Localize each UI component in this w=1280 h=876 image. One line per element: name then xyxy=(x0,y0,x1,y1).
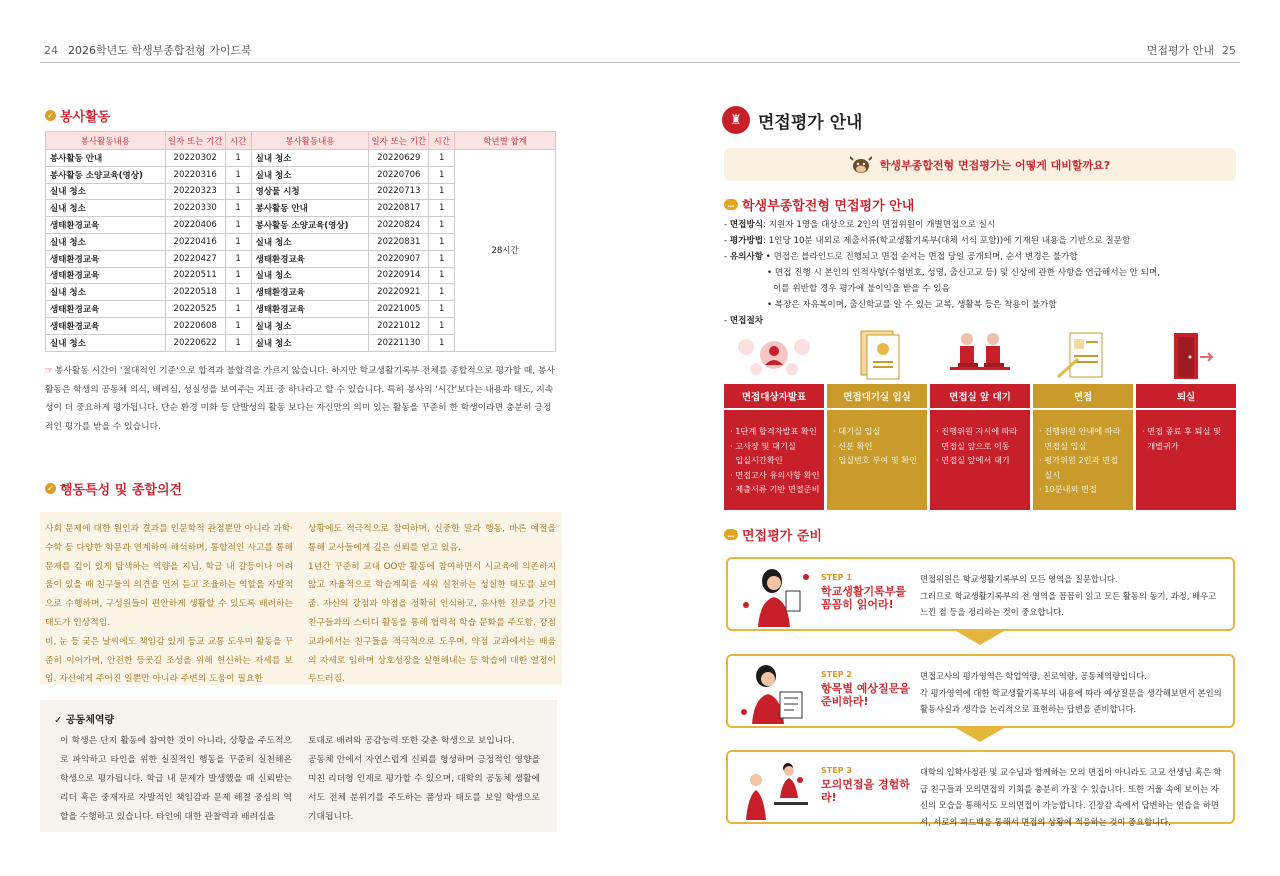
table-cell: 20220713 xyxy=(369,183,429,200)
table-cell: 생태환경교육 xyxy=(46,301,166,318)
table-cell: 1 xyxy=(429,317,455,334)
waiting-illustration xyxy=(930,328,1030,383)
table-cell: 1 xyxy=(225,150,251,167)
table-cell: 20220831 xyxy=(369,233,429,250)
step-arrow xyxy=(956,728,1004,742)
step-description: 대학의 입학사정관 및 교수님과 함께하는 모의 면접이 아니라도 고교 선생님 혹은 학급 친구들과 모의면접의 기회를 충분히 가질 수 있습니다. 또한 거울 속에 보이는 자신의 모습을 통해서도 모의면접이 가능합니다. 긴장감 속에서 답변하는 연습을 하면서, 서로의 피드백을 통해서 면접의 상황에 적응하는 것이 중요합니다. xyxy=(920,767,1222,827)
table-cell: 20220608 xyxy=(165,317,225,334)
behavior-left-text: 사회 문제에 대한 원인과 결과를 인문학적 관점뿐만 아니라 과학·수학 등 다양한 학문과 연계하여 해석하며, 통합적인 사고를 통해 문제를 깊이 있게 탐색하는 역량을 지님. 학급 내 갈등이나 어려움이 있을 때 친구들의 의견을 먼저 듣고 조율하는 역할을 자발적으로 수행하며, 구성원들이 편안하게 생활할 수 있도록 배려하는 태도가 인상적임. 비, 눈 등 궂은 날씨에도 책임감 있게 등교 교통 도우미 활동을 꾸준히 이어가며, 안전한 등굣길 조성을 위해 헌신하는 자세를 보임. 자신에게 주어진 일뿐만 아니라 주변의 도움이 필요한 xyxy=(45,524,293,685)
check-circle-icon: ✓ xyxy=(45,483,56,494)
table-cell: 봉사활동 안내 xyxy=(251,200,369,217)
table-cell: 20220629 xyxy=(369,150,429,167)
behavior-right-text: 상황에도 적극적으로 참여하며, 신중한 말과 행동, 바른 예절을 통해 교사들에게 깊은 신뢰를 얻고 있음. 1년간 꾸준히 교내 OO반 활동에 참여하면서 시교육에 의존하지 않고 자율적으로 학습계획을 세워 실천하는 성실한 태도를 보여줌. 자신의 강점과 약점을 정확히 인식하고, 유사한 진로를 가진 친구들과의 스터디 활동을 통해 협력적 학습 문화를 주도함. 강점 교과에서는 친구들을 적극적으로 도우며, 약점 교과에서는 배움의 자세로 임하며 상호성장을 실현해내는 등 학습에 대한 열정이 두드러짐. xyxy=(308,524,556,685)
table-cell: 실내 청소 xyxy=(251,166,369,183)
table-cell: 20220323 xyxy=(165,183,225,200)
table-cell: 20220907 xyxy=(369,250,429,267)
community-left-text: 이 학생은 단지 활동에 참여한 것이 아니라, 상황을 주도적으로 파악하고 타인을 위한 실질적인 행동을 꾸준히 실천해온 학생으로 평가됩니다. 학급 내 문제가 발생했을 때 신뢰받는 리더 혹은 중재자로 자발적인 책임감과 문제 해결 중심의 역할을 수행하고 있습니다. 타인에 대한 관찰력과 배려심을 xyxy=(60,736,292,822)
table-cell: 1 xyxy=(429,284,455,301)
procedure-step-title: 면접실 앞 대기 xyxy=(930,384,1030,408)
procedure-step-title: 면접대기실 입실 xyxy=(827,384,927,408)
right-section-title: 면접평가 안내 xyxy=(1146,44,1214,57)
step-title: 학교생활기록부를 꼼꼼히 읽어라! xyxy=(821,585,907,611)
header-divider xyxy=(40,62,1240,63)
prep-step-card xyxy=(726,750,1235,827)
step-number: STEP 1 xyxy=(821,573,852,582)
step-illustration xyxy=(736,565,814,627)
behavior-section-title: ✓ 행동특성 및 종합의견 xyxy=(45,479,182,498)
step-description: 면접위원은 학교생활기록부의 모든 영역을 질문합니다. 그러므로 학교생활기록부의 전 영역을 꼼꼼히 읽고 모든 활동의 동기, 과정, 배우고 느낀 점 등을 정리하는 것이 중요합니다. xyxy=(920,574,1217,617)
table-cell: 20220525 xyxy=(165,301,225,318)
table-cell: 실내 청소 xyxy=(251,267,369,284)
procedure-step-title: 면접 xyxy=(1033,384,1133,408)
table-cell: 1 xyxy=(225,334,251,351)
interview-title: ♜ 면접평가 안내 xyxy=(722,106,862,134)
table-cell: 1 xyxy=(429,183,455,200)
table-cell: 실내 청소 xyxy=(46,284,166,301)
table-cell: 1 xyxy=(225,233,251,250)
table-cell: 생태환경교육 xyxy=(46,267,166,284)
procedure-step-body: · 진행위원 지시에 따라 면접실 앞으로 이동 · 면접실 앞에서 대기 xyxy=(930,410,1030,510)
table-cell: 1 xyxy=(429,150,455,167)
speech-bubble-icon: … xyxy=(724,529,738,540)
table-cell: 1 xyxy=(225,200,251,217)
community-title: ✓ 공동체역량 xyxy=(54,715,115,726)
table-cell: 실내 청소 xyxy=(251,150,369,167)
volunteer-note: ☞ 봉사활동 시간이 '절대적인 기준'으로 합격과 불합격을 가르지 않습니다. 하지만 학교생활기록부 전체를 종합적으로 평가할 때, 봉사활동은 학생의 공동체 의식, 배려심, 성실성을 보여주는 지표 중 하나라고 할 수 있습니다. 특히 봉사의 '시간'보다는 내용과 태도, 지속성이 더 중요하게 평가됩니다. 단순 환경 미화 등 단발성의 활동 보다는 자신만의 의미 있는 활동을 꾸준히 한 학생이라면 충분히 긍정적인 평가를 받을 수 있습니다. xyxy=(45,366,555,432)
procedure-step-title: 퇴실 xyxy=(1136,384,1236,408)
step-number: STEP 2 xyxy=(821,670,852,679)
pointing-hand-icon: ☞ xyxy=(45,366,53,376)
table-cell: 20220316 xyxy=(165,166,225,183)
behavior-box xyxy=(40,512,562,685)
table-cell: 20220921 xyxy=(369,284,429,301)
step-arrow xyxy=(956,631,1004,645)
community-box xyxy=(40,700,557,832)
table-cell: 실내 청소 xyxy=(251,233,369,250)
interview-caution-4: • 복장은 자유복이며, 출신학교를 알 수 있는 교복, 생활복 등은 착용이 불가함 xyxy=(767,300,1057,310)
volunteer-table xyxy=(45,131,556,352)
guide-title: 2026학년도 학생부종합전형 가이드북 xyxy=(68,44,252,57)
interview-evaluation: - 평가방법: 1인당 10분 내외로 제출서류(학교생활기록부(대체 서식 포함))에 기재된 내용을 기반으로 질문함 xyxy=(724,236,1131,246)
table-cell: 1 xyxy=(225,183,251,200)
document-illustration xyxy=(827,328,927,383)
table-cell: 실내 청소 xyxy=(251,317,369,334)
interview-caution: - 유의사항 • 면접은 블라인드로 진행되고 면접 순서는 면접 당일 공개되며, 순서 변경은 불가함 xyxy=(724,252,1078,262)
cow-mascot-icon xyxy=(850,156,872,174)
table-cell: 1 xyxy=(225,217,251,234)
table-cell: 20220518 xyxy=(165,284,225,301)
table-cell: 생태환경교육 xyxy=(251,301,369,318)
table-cell: 생태환경교육 xyxy=(251,250,369,267)
page-header xyxy=(0,0,1280,64)
table-cell: 20220330 xyxy=(165,200,225,217)
interview-method: - 면접방식: 지원자 1명을 대상으로 2인의 면접위원이 개별면접으로 실시 xyxy=(724,220,996,230)
table-cell: 실내 청소 xyxy=(46,200,166,217)
table-cell: 1 xyxy=(429,301,455,318)
table-cell: 생태환경교육 xyxy=(46,250,166,267)
procedure-step-body: · 대기실 입실 · 신분 확인 · 입실번호 부여 및 확인 xyxy=(827,410,927,510)
table-cell: 20220824 xyxy=(369,217,429,234)
table-cell: 1 xyxy=(429,217,455,234)
table-cell: 1 xyxy=(429,334,455,351)
procedure-step-body: · 진행위원 안내에 따라 면접실 입실 · 평가위원 2인과 면접 실시 · 10분내외 면접 xyxy=(1033,410,1133,510)
table-cell: 실내 청소 xyxy=(46,334,166,351)
table-cell: 1 xyxy=(429,233,455,250)
step-number: STEP 3 xyxy=(821,766,852,775)
prep-step-card xyxy=(726,654,1235,728)
table-cell: 20221012 xyxy=(369,317,429,334)
table-cell: 20220511 xyxy=(165,267,225,284)
procedure-step-body: · 면접 종료 후 퇴실 및 개별귀가 xyxy=(1136,410,1236,510)
right-page-header xyxy=(1147,42,1236,58)
table-header-cell: 일자 또는 기간 xyxy=(369,132,429,150)
table-cell: 20220406 xyxy=(165,217,225,234)
prep-section-title: … 면접평가 준비 xyxy=(724,525,822,544)
table-cell: 20220622 xyxy=(165,334,225,351)
table-header-cell: 일자 또는 기간 xyxy=(165,132,225,150)
table-row xyxy=(46,150,556,167)
table-cell: 1 xyxy=(429,267,455,284)
interview-caution-3: 이를 위반할 경우 평가에 불이익을 받을 수 있음 xyxy=(773,284,950,294)
right-page-number: 25 xyxy=(1222,44,1236,57)
total-hours-cell: 28시간 xyxy=(455,150,556,352)
table-cell: 20220427 xyxy=(165,250,225,267)
table-header-cell: 학년별 합계 xyxy=(455,132,556,150)
exit-door-illustration xyxy=(1136,328,1236,383)
procedure-step-title: 면접대상자발표 xyxy=(724,384,824,408)
table-header-cell: 시간 xyxy=(225,132,251,150)
table-cell: 실내 청소 xyxy=(46,233,166,250)
table-cell: 20221130 xyxy=(369,334,429,351)
left-page-header xyxy=(44,42,252,58)
step-illustration xyxy=(736,662,814,724)
table-cell: 20220416 xyxy=(165,233,225,250)
table-cell: 봉사활동 안내 xyxy=(46,150,166,167)
check-circle-icon: ✓ xyxy=(45,110,56,121)
table-cell: 봉사활동 소양교육(영상) xyxy=(251,217,369,234)
table-cell: 영상물 시청 xyxy=(251,183,369,200)
step-title: 모의면접을 경험하라! xyxy=(821,778,910,804)
table-cell: 20220914 xyxy=(369,267,429,284)
table-cell: 실내 청소 xyxy=(251,334,369,351)
table-cell: 1 xyxy=(429,200,455,217)
volunteer-section-title: ✓ 봉사활동 xyxy=(45,106,110,125)
announcement-illustration xyxy=(724,328,824,383)
prep-step-card xyxy=(726,557,1235,631)
interview-doc-illustration xyxy=(1033,328,1133,383)
table-cell: 1 xyxy=(225,267,251,284)
table-cell: 생태환경교육 xyxy=(46,217,166,234)
table-cell: 봉사활동 소양교육(영상) xyxy=(46,166,166,183)
interview-caution-2: • 면접 진행 시 본인의 인적사항(수험번호, 성명, 출신고교 등) 및 신상에 관한 사항을 언급해서는 안 되며, xyxy=(767,268,1161,278)
table-cell: 1 xyxy=(429,166,455,183)
interview-sub-title: … 학생부종합전형 면접평가 안내 xyxy=(724,195,914,214)
table-cell: 1 xyxy=(225,317,251,334)
table-cell: 생태환경교육 xyxy=(46,317,166,334)
table-cell: 1 xyxy=(225,301,251,318)
table-cell: 20221005 xyxy=(369,301,429,318)
table-cell: 20220817 xyxy=(369,200,429,217)
table-cell: 1 xyxy=(225,250,251,267)
table-cell: 1 xyxy=(225,166,251,183)
step-title: 항목별 예상질문을 준비하라! xyxy=(821,682,910,708)
table-cell: 20220706 xyxy=(369,166,429,183)
table-cell: 1 xyxy=(225,284,251,301)
interview-banner: 학생부종합전형 면접평가는 어떻게 대비할까요? xyxy=(724,148,1236,181)
community-right-text: 토대로 배려와 공감능력 또한 갖춘 학생으로 보입니다. 공동체 안에서 자연스럽게 신뢰를 형성하며 긍정적인 영향을 미친 리더형 인재로 평가할 수 있으며, 대학의 공동체 생활에서도 전체 분위기를 주도하는 품성과 태도를 보일 학생으로 기대됩니다. xyxy=(308,736,540,822)
speech-bubble-icon: … xyxy=(724,199,738,210)
table-header-cell: 시간 xyxy=(429,132,455,150)
step-illustration xyxy=(736,758,814,820)
step-description: 면접고사의 평가영역은 학업역량, 진로역량, 공동체역량입니다. 각 평가영역에 대한 학교생활기록부의 내용에 따라 예상질문을 생각해보면서 본인의 활동사실과 생각을 논리적으로 표현하는 답변을 준비합니다. xyxy=(920,671,1222,714)
table-cell: 1 xyxy=(429,250,455,267)
trophy-icon: ♜ xyxy=(722,106,750,134)
interview-procedure-label: - 면접절차 xyxy=(724,316,764,326)
table-header-cell: 봉사활동내용 xyxy=(251,132,369,150)
left-page-number: 24 xyxy=(44,44,58,57)
table-header-cell: 봉사활동내용 xyxy=(46,132,166,150)
procedure-step-body: · 1단계 합격자발표 확인 · 고사장 및 대기실 입실시간확인 · 면접고사 유의사항 확인 · 제출서류 기반 면접준비 xyxy=(724,410,824,510)
table-cell: 20220302 xyxy=(165,150,225,167)
table-cell: 생태환경교육 xyxy=(251,284,369,301)
table-cell: 실내 청소 xyxy=(46,183,166,200)
